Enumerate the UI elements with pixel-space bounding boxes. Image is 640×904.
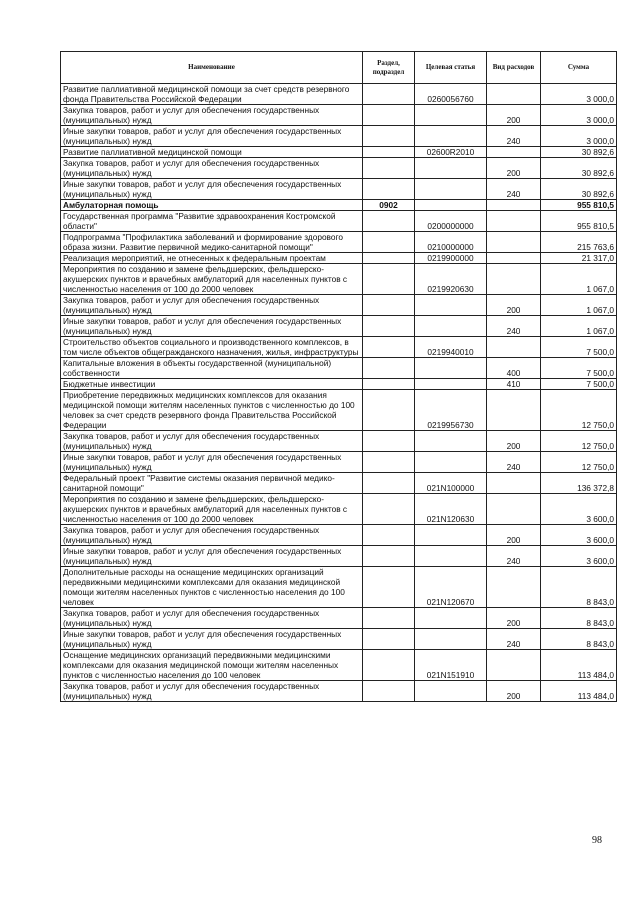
row-target-article: 021N120630	[415, 494, 487, 525]
row-amount: 955 810,5	[541, 200, 617, 211]
table-body	[61, 84, 617, 702]
table-row	[61, 253, 617, 264]
row-expense-type: 200	[487, 158, 541, 179]
table-row	[61, 232, 617, 253]
row-section	[363, 608, 415, 629]
row-section	[363, 473, 415, 494]
row-expense-type	[487, 84, 541, 105]
row-name: Иные закупки товаров, работ и услуг для обеспечения государственных (муниципальных) нужд	[61, 546, 363, 567]
table-row	[61, 105, 617, 126]
row-target-article: 0260056760	[415, 84, 487, 105]
table-row	[61, 431, 617, 452]
page-number: 98	[592, 835, 602, 846]
table-row	[61, 608, 617, 629]
row-expense-type	[487, 200, 541, 211]
row-expense-type	[487, 253, 541, 264]
row-expense-type: 240	[487, 316, 541, 337]
row-expense-type: 200	[487, 295, 541, 316]
row-amount: 3 000,0	[541, 126, 617, 147]
table-row	[61, 211, 617, 232]
row-name: Подпрограмма "Профилактика заболеваний и формирование здорового образа жизни. Развитие первичной медико-санитарной помощи"	[61, 232, 363, 253]
row-target-article: 021N151910	[415, 650, 487, 681]
row-name: Иные закупки товаров, работ и услуг для обеспечения государственных (муниципальных) нужд	[61, 316, 363, 337]
row-section	[363, 295, 415, 316]
row-name: Иные закупки товаров, работ и услуг для обеспечения государственных (муниципальных) нужд	[61, 629, 363, 650]
row-expense-type	[487, 264, 541, 295]
header-name: Наименование	[61, 52, 363, 84]
row-section	[363, 211, 415, 232]
row-amount: 136 372,8	[541, 473, 617, 494]
row-amount: 30 892,6	[541, 179, 617, 200]
row-amount: 8 843,0	[541, 608, 617, 629]
row-section	[363, 105, 415, 126]
row-target-article	[415, 608, 487, 629]
row-target-article	[415, 379, 487, 390]
row-target-article	[415, 525, 487, 546]
row-section	[363, 232, 415, 253]
row-target-article: 0219956730	[415, 390, 487, 431]
row-name: Реализация мероприятий, не отнесенных к федеральным проектам	[61, 253, 363, 264]
row-amount: 7 500,0	[541, 379, 617, 390]
row-amount: 12 750,0	[541, 431, 617, 452]
row-target-article: 0219900000	[415, 253, 487, 264]
row-amount: 3 600,0	[541, 525, 617, 546]
row-target-article: 0219920630	[415, 264, 487, 295]
row-target-article	[415, 158, 487, 179]
row-name: Закупка товаров, работ и услуг для обеспечения государственных (муниципальных) нужд	[61, 608, 363, 629]
row-name: Закупка товаров, работ и услуг для обеспечения государственных (муниципальных) нужд	[61, 681, 363, 702]
header-expense-type: Вид расходов	[487, 52, 541, 84]
row-target-article	[415, 179, 487, 200]
row-section	[363, 316, 415, 337]
table-row	[61, 567, 617, 608]
row-section	[363, 525, 415, 546]
row-section	[363, 147, 415, 158]
row-expense-type	[487, 232, 541, 253]
table-row	[61, 494, 617, 525]
row-expense-type	[487, 211, 541, 232]
row-name: Иные закупки товаров, работ и услуг для обеспечения государственных (муниципальных) нужд	[61, 126, 363, 147]
table-row	[61, 147, 617, 158]
row-amount: 8 843,0	[541, 567, 617, 608]
row-name: Закупка товаров, работ и услуг для обеспечения государственных (муниципальных) нужд	[61, 105, 363, 126]
row-expense-type	[487, 147, 541, 158]
row-name: Иные закупки товаров, работ и услуг для обеспечения государственных (муниципальных) нужд	[61, 452, 363, 473]
row-section	[363, 431, 415, 452]
row-expense-type: 240	[487, 179, 541, 200]
table-row	[61, 681, 617, 702]
row-expense-type: 240	[487, 126, 541, 147]
row-target-article	[415, 105, 487, 126]
row-name: Закупка товаров, работ и услуг для обеспечения государственных (муниципальных) нужд	[61, 431, 363, 452]
row-amount: 12 750,0	[541, 452, 617, 473]
table-row	[61, 358, 617, 379]
row-section	[363, 546, 415, 567]
row-target-article	[415, 126, 487, 147]
row-expense-type: 200	[487, 681, 541, 702]
row-expense-type	[487, 473, 541, 494]
row-amount: 955 810,5	[541, 211, 617, 232]
row-name: Мероприятия по созданию и замене фельдшерских, фельдшерско-акушерских пунктов и врачебных амбулаторий для населенных пунктов с численностью населения от 100 до 2000 человек	[61, 494, 363, 525]
row-expense-type	[487, 390, 541, 431]
row-name: Дополнительные расходы на оснащение медицинских организаций передвижными медицинскими комплексами для оказания медицинской помощи жителям населенных пунктов с численностью населения до 100 человек	[61, 567, 363, 608]
row-section	[363, 650, 415, 681]
row-expense-type: 200	[487, 431, 541, 452]
table-row	[61, 316, 617, 337]
row-amount: 21 317,0	[541, 253, 617, 264]
row-target-article	[415, 431, 487, 452]
row-amount: 30 892,6	[541, 158, 617, 179]
row-section	[363, 253, 415, 264]
row-target-article: 021N120670	[415, 567, 487, 608]
row-section: 0902	[363, 200, 415, 211]
row-target-article	[415, 358, 487, 379]
table-row	[61, 126, 617, 147]
row-amount: 7 500,0	[541, 337, 617, 358]
table-row	[61, 295, 617, 316]
row-name: Государственная программа "Развитие здравоохранения Костромской области"	[61, 211, 363, 232]
row-target-article: 021N100000	[415, 473, 487, 494]
row-name: Мероприятия по созданию и замене фельдшерских, фельдшерско-акушерских пунктов и врачебных амбулаторий для населенных пунктов с численностью населения от 100 до 2000 человек	[61, 264, 363, 295]
row-name: Закупка товаров, работ и услуг для обеспечения государственных (муниципальных) нужд	[61, 525, 363, 546]
header-amount: Сумма	[541, 52, 617, 84]
row-section	[363, 390, 415, 431]
row-name: Развитие паллиативной медицинской помощи	[61, 147, 363, 158]
row-name: Приобретение передвижных медицинских комплексов для оказания медицинской помощи жителям населенных пунктов с численностью до 100 человек за счет средств резервного фонда Правительства Российской Федерации	[61, 390, 363, 431]
row-expense-type	[487, 494, 541, 525]
row-target-article	[415, 546, 487, 567]
row-expense-type: 200	[487, 105, 541, 126]
row-name: Развитие паллиативной медицинской помощи за счет средств резервного фонда Правительства Российской Федерации	[61, 84, 363, 105]
row-amount: 1 067,0	[541, 316, 617, 337]
row-section	[363, 567, 415, 608]
header-section: Раздел, подраздел	[363, 52, 415, 84]
row-name: Строительство объектов социального и производственного комплексов, в том числе объектов общегражданского назначения, жилья, инфраструктуры	[61, 337, 363, 358]
row-expense-type: 200	[487, 525, 541, 546]
row-expense-type	[487, 567, 541, 608]
table-row	[61, 473, 617, 494]
row-expense-type	[487, 337, 541, 358]
row-section	[363, 158, 415, 179]
table-row	[61, 264, 617, 295]
row-amount: 8 843,0	[541, 629, 617, 650]
row-amount: 7 500,0	[541, 358, 617, 379]
table-row	[61, 158, 617, 179]
table-header-row	[61, 52, 617, 84]
header-target: Целевая статья	[415, 52, 487, 84]
row-section	[363, 84, 415, 105]
table-row	[61, 179, 617, 200]
row-name: Оснащение медицинских организаций передвижными медицинскими комплексами для оказания медицинской помощи жителям населенных пунктов с численностью населения до 100 человек	[61, 650, 363, 681]
row-name: Бюджетные инвестиции	[61, 379, 363, 390]
row-expense-type	[487, 650, 541, 681]
table-row	[61, 525, 617, 546]
row-expense-type: 240	[487, 546, 541, 567]
row-name: Капитальные вложения в объекты государственной (муниципальной) собственности	[61, 358, 363, 379]
row-target-article	[415, 681, 487, 702]
row-section	[363, 358, 415, 379]
row-section	[363, 379, 415, 390]
table-row	[61, 379, 617, 390]
row-section	[363, 681, 415, 702]
row-section	[363, 494, 415, 525]
row-target-article: 0219940010	[415, 337, 487, 358]
table-row	[61, 546, 617, 567]
row-amount: 3 600,0	[541, 494, 617, 525]
row-name: Иные закупки товаров, работ и услуг для обеспечения государственных (муниципальных) нужд	[61, 179, 363, 200]
row-expense-type: 240	[487, 629, 541, 650]
row-amount: 30 892,6	[541, 147, 617, 158]
row-target-article	[415, 200, 487, 211]
row-expense-type: 400	[487, 358, 541, 379]
row-amount: 215 763,6	[541, 232, 617, 253]
row-name: Федеральный проект "Развитие системы оказания первичной медико-санитарной помощи"	[61, 473, 363, 494]
row-amount: 3 000,0	[541, 84, 617, 105]
row-target-article	[415, 316, 487, 337]
table-row	[61, 200, 617, 211]
table-row	[61, 650, 617, 681]
row-target-article: 0200000000	[415, 211, 487, 232]
table-row	[61, 390, 617, 431]
row-name: Закупка товаров, работ и услуг для обеспечения государственных (муниципальных) нужд	[61, 295, 363, 316]
row-name: Закупка товаров, работ и услуг для обеспечения государственных (муниципальных) нужд	[61, 158, 363, 179]
row-amount: 113 484,0	[541, 650, 617, 681]
row-target-article: 0210000000	[415, 232, 487, 253]
table-row	[61, 337, 617, 358]
row-amount: 3 000,0	[541, 105, 617, 126]
table-row	[61, 84, 617, 105]
row-expense-type: 410	[487, 379, 541, 390]
row-expense-type: 200	[487, 608, 541, 629]
row-section	[363, 452, 415, 473]
budget-table	[60, 51, 617, 702]
row-expense-type: 240	[487, 452, 541, 473]
row-amount: 3 600,0	[541, 546, 617, 567]
row-amount: 113 484,0	[541, 681, 617, 702]
row-section	[363, 337, 415, 358]
row-amount: 12 750,0	[541, 390, 617, 431]
row-section	[363, 179, 415, 200]
row-target-article	[415, 452, 487, 473]
row-amount: 1 067,0	[541, 295, 617, 316]
row-target-article	[415, 629, 487, 650]
table-row	[61, 452, 617, 473]
row-amount: 1 067,0	[541, 264, 617, 295]
row-name: Амбулаторная помощь	[61, 200, 363, 211]
row-target-article	[415, 295, 487, 316]
row-section	[363, 126, 415, 147]
row-section	[363, 629, 415, 650]
table-row	[61, 629, 617, 650]
row-target-article: 02600R2010	[415, 147, 487, 158]
row-section	[363, 264, 415, 295]
